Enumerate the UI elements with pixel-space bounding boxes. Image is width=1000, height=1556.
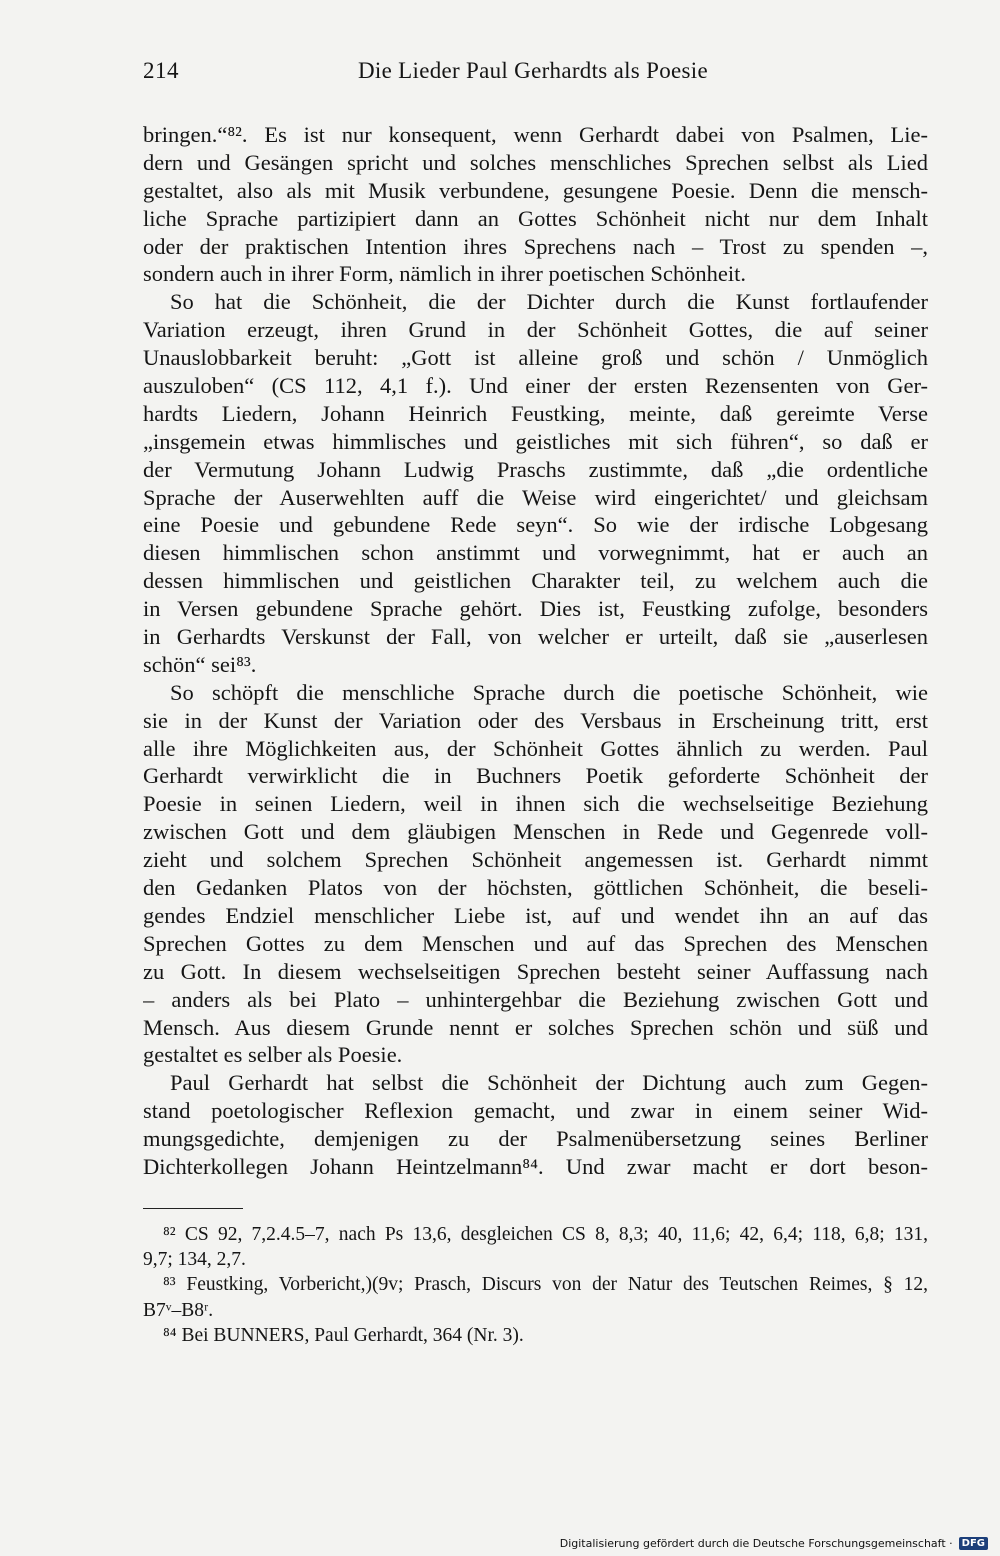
dfg-logo: DFG bbox=[959, 1537, 988, 1550]
body-line: sie in der Kunst der Variation oder des Versbaus in Erscheinung tritt, erst bbox=[143, 707, 928, 733]
body-line: gestaltet, also als mit Musik verbundene, gesungene Poesie. Denn die mensch- bbox=[143, 177, 928, 203]
footnote-line: ⁸⁴ Bei BUNNERS, Paul Gerhardt, 364 (Nr. 3). bbox=[163, 1324, 524, 1346]
body-line: dessen himmlischen und geistlichen Charakter teil, zu welchem auch die bbox=[143, 568, 928, 594]
footnote-line: 9,7; 134, 2,7. bbox=[143, 1249, 246, 1271]
body-line: Sprache der Auserwehlten auff die Weise wird eingerichtet/ und gleichsam bbox=[143, 484, 928, 510]
footnote-divider bbox=[143, 1208, 243, 1209]
body-line: der Vermutung Johann Ludwig Praschs zustimmte, daß „die ordentliche bbox=[143, 456, 928, 482]
body-line: oder der praktischen Intention ihres Sprechens nach – Trost zu spenden –, bbox=[143, 233, 928, 259]
body-line: zu Gott. In diesem wechselseitigen Sprechen besteht seiner Auffassung nach bbox=[143, 958, 928, 984]
running-head: Die Lieder Paul Gerhardts als Poesie bbox=[358, 58, 708, 83]
body-line: in Versen gebundene Sprache gehört. Dies ist, Feustking zufolge, besonders bbox=[143, 596, 928, 622]
footnote-line: ⁸² CS 92, 7,2.4.5–7, nach Ps 13,6, desgleichen CS 8, 8,3; 40, 11,6; 42, 6,4; 118, 6,8; 131, bbox=[163, 1224, 928, 1245]
footnote-line: B7ᵛ–B8ʳ. bbox=[143, 1299, 214, 1321]
footnote-line: ⁸³ Feustking, Vorbericht,)(9v; Prasch, Discurs von der Natur des Teutschen Reimes, § 12, bbox=[163, 1274, 928, 1296]
body-line: in Gerhardts Verskunst der Fall, von welcher er urteilt, daß sie „auserlesen bbox=[143, 624, 928, 650]
body-line: eine Poesie und gebundene Rede seyn“. So wie der irdische Lobgesang bbox=[143, 512, 928, 538]
page-header bbox=[143, 58, 928, 92]
body-line: Unauslobbarkeit beruht: „Gott ist alleine groß und schön / Unmöglich bbox=[143, 345, 928, 371]
body-line: liche Sprache partizipiert dann an Gottes Schönheit nicht nur dem Inhalt bbox=[143, 205, 928, 231]
body-line: Poesie in seinen Liedern, weil in ihnen sich die wechselseitige Beziehung bbox=[143, 791, 928, 817]
credit-text: Digitalisierung gefördert durch die Deutsche Forschungsgemeinschaft · bbox=[559, 1537, 953, 1550]
footnotes bbox=[143, 1222, 928, 1348]
body-line: auszuloben“ (CS 112, 4,1 f.). Und einer der ersten Rezensenten von Ger- bbox=[143, 373, 928, 399]
body-line: gendes Endziel menschlicher Liebe ist, auf und wendet ihn an auf das bbox=[143, 902, 928, 928]
body-line: Sprechen Gottes zu dem Menschen und auf das Sprechen des Menschen bbox=[143, 930, 928, 956]
body-line: alle ihre Möglichkeiten aus, der Schönheit Gottes ähnlich zu werden. Paul bbox=[143, 735, 928, 761]
body-line: gestaltet es selber als Poesie. bbox=[143, 1042, 403, 1068]
body-line: Gerhardt verwirklicht die in Buchners Poetik geforderte Schönheit der bbox=[143, 763, 928, 789]
body-line: sondern auch in ihrer Form, nämlich in ihrer poetischen Schönheit. bbox=[143, 261, 746, 287]
body-line: – anders als bei Plato – unhintergehbar die Beziehung zwischen Gott und bbox=[143, 986, 928, 1012]
body-line: Dichterkollegen Johann Heintzelmann⁸⁴. Und zwar macht er dort beson- bbox=[143, 1153, 928, 1179]
digitization-credit bbox=[560, 1537, 988, 1550]
body-line: So hat die Schönheit, die der Dichter durch die Kunst fortlaufender bbox=[170, 289, 928, 315]
body-line: Mensch. Aus diesem Grunde nennt er solches Sprechen schön und süß und bbox=[143, 1014, 928, 1040]
body-line: zwischen Gott und dem gläubigen Menschen in Rede und Gegenrede voll- bbox=[143, 819, 928, 845]
page-number: 214 bbox=[143, 58, 179, 83]
body-line: bringen.“⁸². Es ist nur konsequent, wenn Gerhardt dabei von Psalmen, Lie- bbox=[143, 122, 928, 147]
body-line: „insgemein etwas himmlisches und geistliches mit sich führen“, so daß er bbox=[143, 428, 928, 454]
body-line: Variation erzeugt, ihren Grund in der Schönheit Gottes, die auf seiner bbox=[143, 317, 928, 343]
body-text bbox=[143, 121, 928, 1181]
body-line: stand poetologischer Reflexion gemacht, und zwar in einem seiner Wid- bbox=[143, 1098, 928, 1124]
body-line: den Gedanken Platos von der höchsten, göttlichen Schönheit, die beseli- bbox=[143, 875, 928, 901]
body-line: Paul Gerhardt hat selbst die Schönheit der Dichtung auch zum Gegen- bbox=[170, 1070, 928, 1096]
body-line: mungsgedichte, demjenigen zu der Psalmenübersetzung seines Berliner bbox=[143, 1126, 928, 1152]
body-line: diesen himmlischen schon anstimmt und vorwegnimmt, hat er auch an bbox=[143, 540, 928, 566]
body-line: schön“ sei⁸³. bbox=[143, 651, 257, 677]
body-line: hardts Liedern, Johann Heinrich Feustking, meinte, daß gereimte Verse bbox=[143, 400, 928, 426]
body-line: zieht und solchem Sprechen Schönheit angemessen ist. Gerhardt nimmt bbox=[143, 847, 928, 873]
body-line: dern und Gesängen spricht und solches menschliches Sprechen selbst als Lied bbox=[143, 149, 928, 175]
body-line: So schöpft die menschliche Sprache durch die poetische Schönheit, wie bbox=[170, 679, 928, 705]
